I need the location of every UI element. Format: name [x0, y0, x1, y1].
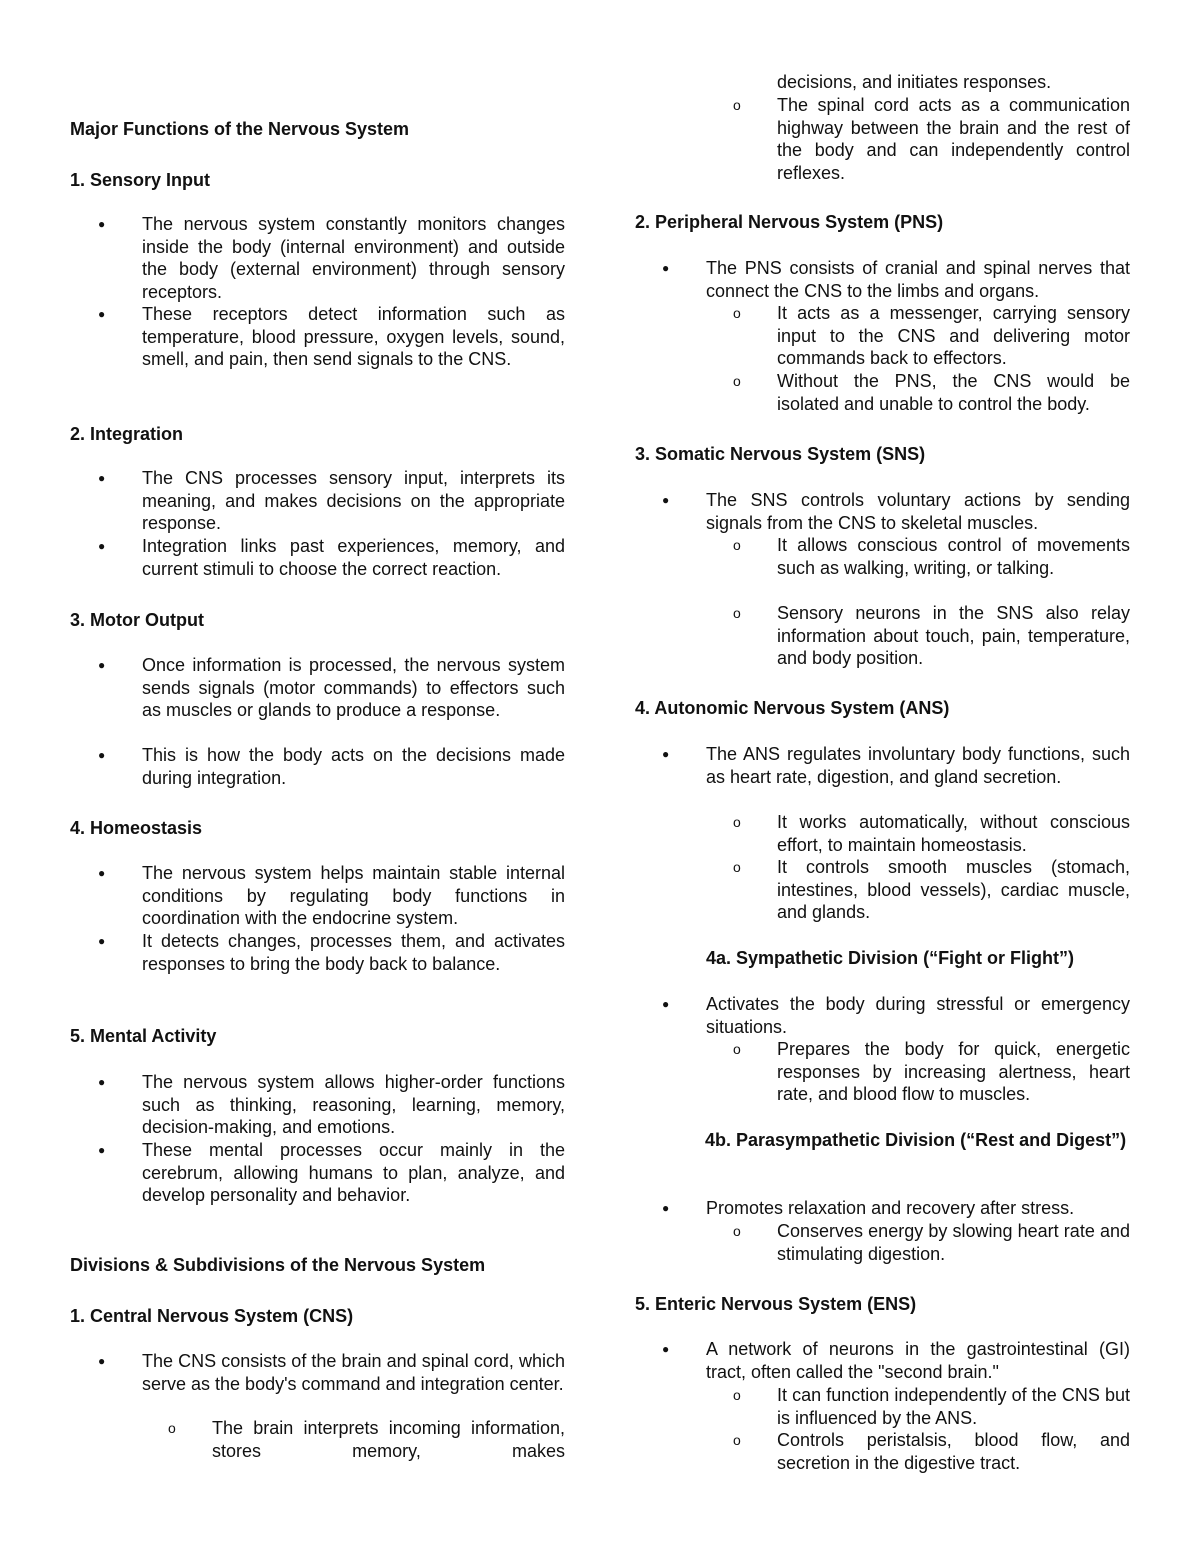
- section-title-major-functions: Major Functions of the Nervous System: [70, 119, 410, 139]
- sub-bullet-icon: o: [733, 373, 741, 389]
- list-item-text: Prepares the body for quick, energetic responses by increasing alertness, heart rate, and blood flow to muscles.: [777, 1039, 1130, 1105]
- sub-bullet-icon: o: [733, 537, 741, 553]
- bullet-icon: ●: [98, 539, 106, 553]
- list-item: [98, 535, 565, 580]
- sub-list-item: [733, 1429, 1130, 1474]
- heading-cns: 1. Central Nervous System (CNS): [70, 1306, 354, 1326]
- heading-parasympathetic: [635, 1129, 1130, 1152]
- sub-list-item: [733, 534, 1130, 579]
- list-item-text: These receptors detect information such as temperature, blood pressure, oxygen levels, sound, smell, and pain, then send signals to the CNS.: [142, 304, 565, 370]
- sub-list-item: [733, 1038, 1130, 1106]
- list-item-text: It controls smooth muscles (stomach, intestines, blood vessels), cardiac muscle, and glands.: [777, 857, 1130, 923]
- sub-list-item: [733, 94, 1130, 184]
- list-item: [662, 257, 1130, 302]
- list-item-text: The nervous system constantly monitors changes inside the body (internal environment) and outside the body (external environment) through sensory receptors.: [142, 214, 565, 302]
- heading-sensory-input: 1. Sensory Input: [70, 170, 211, 190]
- bullet-icon: ●: [98, 934, 106, 948]
- bullet-icon: ●: [662, 1201, 670, 1215]
- list-item-text: Once information is processed, the nervous system sends signals (motor commands) to effectors such as muscles or glands to produce a response.: [142, 655, 565, 721]
- list-item-text: This is how the body acts on the decisions made during integration.: [142, 745, 565, 788]
- list-item-text: The spinal cord acts as a communication highway between the brain and the rest of the body and can independently control reflexes.: [777, 95, 1130, 183]
- sub-bullet-icon: o: [733, 1432, 741, 1448]
- sub-bullet-icon: o: [733, 97, 741, 113]
- bullet-icon: ●: [98, 748, 106, 762]
- bullet-icon: ●: [98, 307, 106, 321]
- bullet-icon: ●: [98, 1143, 106, 1157]
- list-item-text: It acts as a messenger, carrying sensory input to the CNS and delivering motor commands back to effectors.: [777, 303, 1130, 369]
- list-item-text: The brain interprets incoming information, stores memory, makes: [212, 1418, 565, 1461]
- heading-parasympathetic-text: 4b. Parasympathetic Division (“Rest and Digest”): [705, 1130, 1127, 1150]
- list-item: [98, 1071, 565, 1139]
- bullet-icon: ●: [98, 471, 106, 485]
- sub-list-item: [168, 1417, 565, 1462]
- sub-bullet-icon: o: [733, 859, 741, 875]
- list-item-text: The CNS consists of the brain and spinal cord, which serve as the body's command and integration center.: [142, 1351, 565, 1394]
- list-item-text: Sensory neurons in the SNS also relay information about touch, pain, temperature, and body position.: [777, 603, 1130, 669]
- heading-ens: 5. Enteric Nervous System (ENS): [635, 1294, 917, 1314]
- heading-ans: 4. Autonomic Nervous System (ANS): [635, 698, 950, 718]
- sub-bullet-icon: o: [733, 1223, 741, 1239]
- heading-mental-activity: 5. Mental Activity: [70, 1026, 217, 1046]
- list-item-text: Activates the body during stressful or emergency situations.: [706, 994, 1130, 1037]
- list-item: [98, 862, 565, 930]
- heading-motor-output: 3. Motor Output: [70, 610, 204, 630]
- list-item-text: The ANS regulates involuntary body functions, such as heart rate, digestion, and gland secretion.: [706, 744, 1130, 787]
- list-item: [98, 1350, 565, 1395]
- heading-integration: 2. Integration: [70, 424, 184, 444]
- list-item: [98, 930, 565, 975]
- list-item-text: The CNS processes sensory input, interprets its meaning, and makes decisions on the appropriate response.: [142, 468, 565, 534]
- bullet-icon: ●: [98, 1354, 106, 1368]
- sub-list-item: [733, 1384, 1130, 1429]
- sub-bullet-icon: o: [168, 1420, 176, 1436]
- heading-homeostasis: 4. Homeostasis: [70, 818, 203, 838]
- list-item-text: Promotes relaxation and recovery after stress.: [706, 1198, 1075, 1218]
- list-item: [662, 1197, 1130, 1220]
- list-item: [98, 744, 565, 789]
- list-item-text: decisions, and initiates responses.: [777, 72, 1052, 92]
- list-item: [662, 743, 1130, 788]
- list-item-text: The PNS consists of cranial and spinal nerves that connect the CNS to the limbs and organs.: [706, 258, 1130, 301]
- list-item-text: The nervous system allows higher-order functions such as thinking, reasoning, learning, memory, decision-making, and emotions.: [142, 1072, 565, 1138]
- bullet-icon: ●: [98, 658, 106, 672]
- heading-pns: 2. Peripheral Nervous System (PNS): [635, 212, 944, 232]
- list-item-text: Integration links past experiences, memory, and current stimuli to choose the correct reaction.: [142, 536, 565, 579]
- sub-list-item: [733, 370, 1130, 415]
- list-item-text: Conserves energy by slowing heart rate and stimulating digestion.: [777, 1221, 1130, 1264]
- list-item-text: It detects changes, processes them, and activates responses to bring the body back to balance.: [142, 931, 565, 974]
- list-item-text: The SNS controls voluntary actions by sending signals from the CNS to skeletal muscles.: [706, 490, 1130, 533]
- bullet-icon: ●: [662, 1342, 670, 1356]
- bullet-icon: ●: [662, 747, 670, 761]
- list-item: [98, 1139, 565, 1207]
- list-item-text: It can function independently of the CNS but is influenced by the ANS.: [777, 1385, 1130, 1428]
- sub-list-item: [733, 602, 1130, 670]
- bullet-icon: ●: [662, 261, 670, 275]
- sub-list-item: [733, 302, 1130, 370]
- list-item-text: It works automatically, without conscious effort, to maintain homeostasis.: [777, 812, 1130, 855]
- heading-sympathetic: 4a. Sympathetic Division (“Fight or Flight”): [706, 948, 1075, 968]
- list-item: [98, 213, 565, 303]
- section-title-divisions: Divisions & Subdivisions of the Nervous System: [70, 1255, 486, 1275]
- bullet-icon: ●: [98, 217, 106, 231]
- sub-bullet-icon: o: [733, 305, 741, 321]
- bullet-icon: ●: [662, 493, 670, 507]
- list-item: [98, 467, 565, 535]
- sub-bullet-icon: o: [733, 1041, 741, 1057]
- list-item-text: These mental processes occur mainly in the cerebrum, allowing humans to plan, analyze, and develop personality and behavior.: [142, 1140, 565, 1206]
- bullet-icon: ●: [662, 997, 670, 1011]
- list-item: [98, 303, 565, 371]
- bullet-icon: ●: [98, 866, 106, 880]
- sub-bullet-icon: o: [733, 814, 741, 830]
- list-item: [662, 1338, 1130, 1383]
- sub-list-item: [733, 856, 1130, 924]
- sub-list-item: [733, 1220, 1130, 1265]
- list-item: [98, 654, 565, 722]
- list-item-text: Controls peristalsis, blood flow, and secretion in the digestive tract.: [777, 1430, 1130, 1473]
- sub-list-item-continued: [777, 71, 1130, 94]
- sub-list-item: [733, 811, 1130, 856]
- list-item-text: Without the PNS, the CNS would be isolated and unable to control the body.: [777, 371, 1130, 414]
- sub-bullet-icon: o: [733, 605, 741, 621]
- list-item: [662, 489, 1130, 534]
- bullet-icon: ●: [98, 1075, 106, 1089]
- list-item-text: It allows conscious control of movements such as walking, writing, or talking.: [777, 535, 1130, 578]
- sub-bullet-icon: o: [733, 1387, 741, 1403]
- list-item-text: The nervous system helps maintain stable internal conditions by regulating body functions in coordination with the endocrine system.: [142, 863, 565, 929]
- list-item: [662, 993, 1130, 1038]
- heading-sns: 3. Somatic Nervous System (SNS): [635, 444, 926, 464]
- list-item-text: A network of neurons in the gastrointestinal (GI) tract, often called the "second brain.": [706, 1339, 1130, 1382]
